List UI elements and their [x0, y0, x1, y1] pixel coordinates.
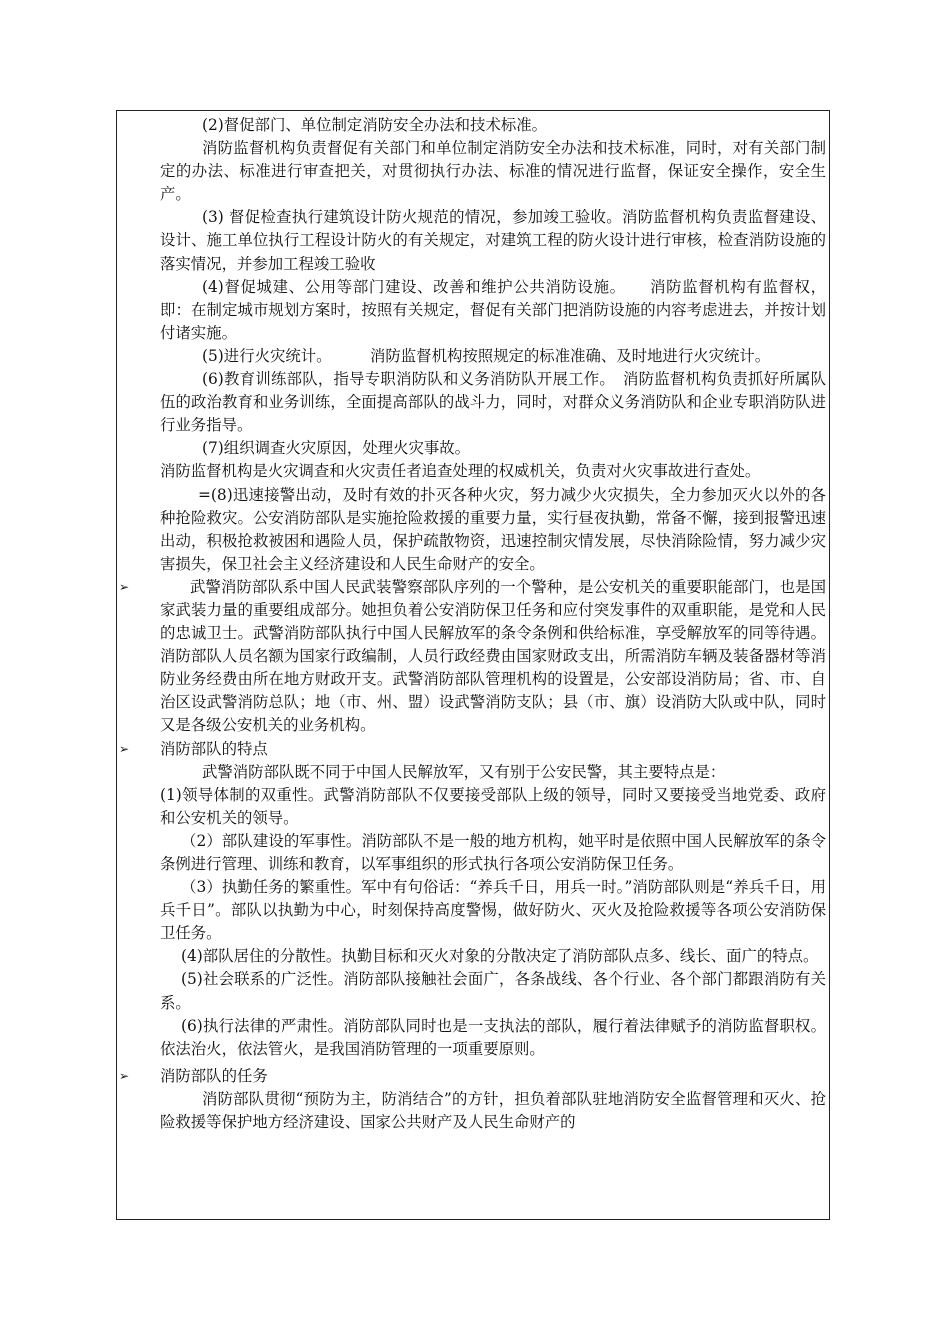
paragraph: (5)社会联系的广泛性。消防部队接触社会面广，各条战线、各个行业、各个部门都跟消防有关系。	[160, 970, 826, 1012]
paragraph: (3) 督促检查执行建筑设计防火规范的情况，参加竣工验收。消防监督机构负责监督建设、设计、施工单位执行工程设计防火的有关规定，对建筑工程的防火设计进行审核，检查消防设施的落实情况，并参加工程竣工验收	[160, 208, 826, 273]
section-heading-tasks	[119, 1065, 826, 1088]
section-heading: 消防部队的任务	[160, 1066, 268, 1085]
paragraph: (1)领导体制的双重性。武警消防部队不仅要接受部队上级的领导，同时又要接受当地党委、政府和公安机关的领导。	[160, 785, 826, 827]
paragraph: (4)部队居住的分散性。执勤目标和灭火对象的分散决定了消防部队点多、线长、面广的特点。	[181, 947, 819, 966]
paragraph: (6)执行法律的严肃性。消防部队同时也是一支执法的部队，履行着法律赋予的消防监督职权。依法治火，依法管火，是我国消防管理的一项重要原则。	[160, 1016, 826, 1058]
bullet-paragraph	[119, 576, 826, 738]
section-heading-characteristics	[119, 738, 826, 761]
arrow-bullet-icon: ➢	[119, 579, 130, 594]
arrow-bullet-icon: ➢	[119, 1068, 130, 1083]
paragraph: (5)进行火灾统计。 消防监督机构按照规定的标准准确、及时地进行火灾统计。	[202, 346, 771, 365]
paragraph: 消防监督机构是火灾调查和火灾责任者追查处理的权威机关，负责对火灾事故进行查处。	[160, 462, 761, 481]
paragraph: （3）执勤任务的繁重性。军中有句俗话：“养兵千日，用兵一时。”消防部队则是“养兵千日，用兵千日”。部队以执勤为中心，时刻保持高度警惕，做好防火、灭火及抢险救援等各项公安消防保卫任务。	[160, 878, 826, 943]
paragraph: 武警消防部队既不同于中国人民解放军，又有别于公安民警，其主要特点是：	[202, 762, 726, 781]
arrow-bullet-icon: ➢	[119, 741, 130, 756]
paragraph: (4)督促城建、公用等部门建设、改善和维护公共消防设施。 消防监督机构有监督权，即：在制定城市规划方案时，按照有关规定，督促有关部门把消防设施的内容考虑进去，并按计划付诸实施。	[160, 277, 826, 342]
paragraph: (7)组织调查火灾原因，处理火灾事故。	[202, 439, 471, 458]
paragraph: 武警消防部队系中国人民武装警察部队序列的一个警种，是公安机关的重要职能部门，也是国家武装力量的重要组成部分。她担负着公安消防保卫任务和应付突发事件的双重职能，是党和人民的忠诚卫士。武警消防部队执行中国人民解放军的条令条例和供给标准，享受解放军的同等待遇。消防部队人员名额为国家行政编制，人员行政经费由国家财政支出，所需消防车辆及装备器材等消防业务经费由所在地方财政开支。武警消防部队管理机构的设置是，公安部设消防局；省、市、自治区设武警消防总队；地（市、州、盟）设武警消防支队；县（市、旗）设消防大队或中队，同时又是各级公安机关的业务机构。	[160, 577, 826, 735]
paragraph: (6)教育训练部队，指导专职消防队和义务消防队开展工作。 消防监督机构负责抓好所属队伍的政治教育和业务训练，全面提高部队的战斗力，同时，对群众义务消防队和企业专职消防队进行业务指导。	[160, 370, 826, 435]
paragraph: 消防部队贯彻“预防为主，防消结合”的方针，担负着部队驻地消防安全监督管理和灭火、抢险救援等保护地方经济建设、国家公共财产及人民生命财产的	[160, 1089, 826, 1132]
section-heading: 消防部队的特点	[160, 739, 268, 758]
document-body	[119, 114, 826, 1134]
paragraph: （2）部队建设的军事性。消防部队不是一般的地方机构，她平时是依照中国人民解放军的条令条例进行管理、训练和教育，以军事组织的形式执行各项公安消防保卫任务。	[160, 831, 826, 873]
paragraph: =(8)迅速接警出动，及时有效的扑灭各种火灾，努力减少火灾损失，全力参加灭火以外的各种抢险救灾。公安消防部队是实施抢险救援的重要力量，实行昼夜执勤，常备不懈，接到报警迅速出动，积极抢救被困和遇险人员，保护疏散物资，迅速控制灾情发展，尽快消除险情，努力减少灾害损失，保卫社会主义经济建设和人民生命财产的安全。	[160, 485, 826, 573]
paragraph: (2)督促部门、单位制定消防安全办法和技术标准。	[202, 116, 548, 134]
paragraph: 消防监督机构负责督促有关部门和单位制定消防安全办法和技术标准，同时，对有关部门制定的办法、标准进行审查把关，对贯彻执行办法、标准的情况进行监督，保证安全操作，安全生产。	[160, 139, 826, 204]
